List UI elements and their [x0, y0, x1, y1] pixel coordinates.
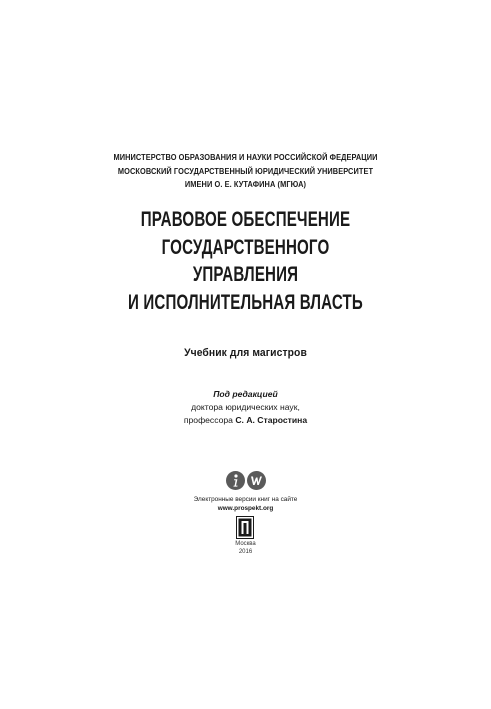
institution-header	[34, 151, 456, 192]
info-logo-icon	[226, 471, 245, 490]
editor-block	[0, 388, 491, 427]
book-title-line-3: УПРАВЛЕНИЯ	[192, 263, 299, 286]
publisher-logo-icon	[236, 516, 254, 539]
editor-label: Под редакцией	[213, 389, 278, 399]
ebook-notice-text: Электронные версии книг на сайте	[193, 496, 298, 503]
book-title-line-4: И ИСПОЛНИТЕЛЬНАЯ ВЛАСТЬ	[128, 290, 363, 314]
editor-name: С. А. Старостина	[235, 415, 308, 425]
institution-line-ministry: МИНИСТЕРСТВО ОБРАЗОВАНИЯ И НАУКИ РОССИЙСКОЙ ФЕДЕРАЦИИ	[113, 152, 378, 162]
book-title-line-1: ПРАВОВОЕ ОБЕСПЕЧЕНИЕ	[140, 208, 351, 231]
book-subtitle: Учебник для магистров	[184, 347, 307, 359]
ebook-logos	[0, 471, 491, 490]
imprint	[0, 541, 491, 556]
book-title-line-2: ГОСУДАРСТВЕННОГО	[161, 235, 330, 259]
web-logo-icon	[247, 471, 266, 490]
editor-degree: доктора юридических наук,	[191, 402, 300, 412]
book-title	[69, 206, 423, 316]
imprint-year: 2016	[238, 548, 253, 555]
institution-line-named-after: ИМЕНИ О. Е. КУТАФИНА (МГЮА)	[184, 179, 307, 189]
publisher-website: www.prospekt.org	[217, 504, 274, 512]
ebook-notice	[0, 496, 491, 513]
imprint-city: Москва	[235, 541, 256, 547]
editor-title-prefix: профессора	[183, 415, 236, 425]
institution-line-university: МОСКОВСКИЙ ГОСУДАРСТВЕННЫЙ ЮРИДИЧЕСКИЙ УНИВЕРСИТЕТ	[117, 165, 374, 176]
editor-title-line	[0, 414, 491, 427]
